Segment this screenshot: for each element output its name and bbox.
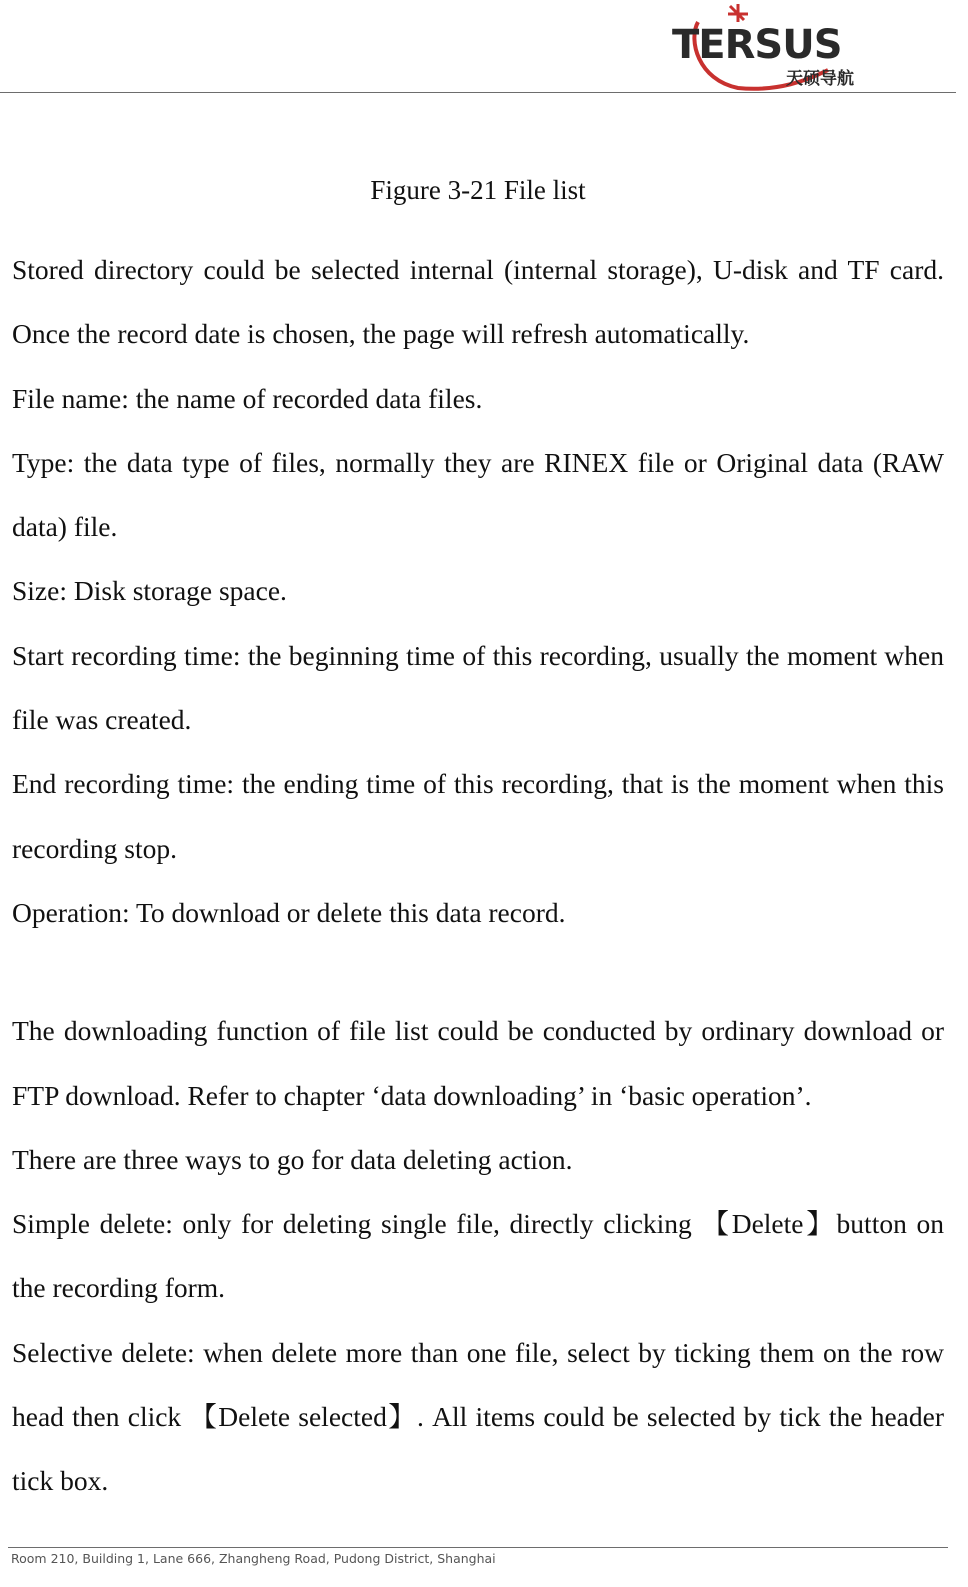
paragraph: Operation: To download or delete this data record. [12, 896, 566, 928]
paragraph: Simple delete: only for deleting single file, directly clicking 【Delete】button on the recording form. [12, 1208, 944, 1304]
body-text [12, 238, 944, 1514]
paragraph: End recording time: the ending time of this recording, that is the moment when this recording stop. [12, 768, 944, 864]
paragraph: There are three ways to go for data deleting action. [12, 1143, 573, 1175]
tersus-logo [668, 0, 868, 92]
paragraph: Size: Disk storage space. [12, 575, 287, 607]
footer-address: Room 210, Building 1, Lane 666, Zhangheng Road, Pudong District, Shanghai [11, 1551, 496, 1566]
header-divider [0, 92, 956, 93]
paragraph: Selective delete: when delete more than one file, select by ticking them on the row head then click 【Delete selected】. All items could be selected by tick the header tick box. [12, 1336, 944, 1497]
footer-divider [8, 1547, 948, 1548]
paragraph-spacer [12, 945, 944, 999]
logo-satellite-icon [728, 4, 748, 22]
paragraph: Type: the data type of files, normally they are RINEX file or Original data (RAW data) file. [12, 446, 944, 543]
paragraph: File name: the name of recorded data files. [12, 382, 483, 414]
paragraph: The downloading function of file list could be conducted by ordinary download or FTP download. Refer to chapter ‘data downloading’ in ‘basic operation’. [12, 1015, 944, 1111]
paragraph: Stored directory could be selected internal (internal storage), U-disk and TF card. Once the record date is chosen, the page will refresh automatically. [12, 254, 944, 350]
paragraph: Start recording time: the beginning time of this recording, usually the moment when file was created. [12, 639, 944, 736]
logo-wordmark: TERSUS [672, 22, 842, 68]
logo-chinese-wordmark: 天硕导航 [786, 69, 854, 89]
figure-caption: Figure 3-21 File list [370, 175, 586, 205]
